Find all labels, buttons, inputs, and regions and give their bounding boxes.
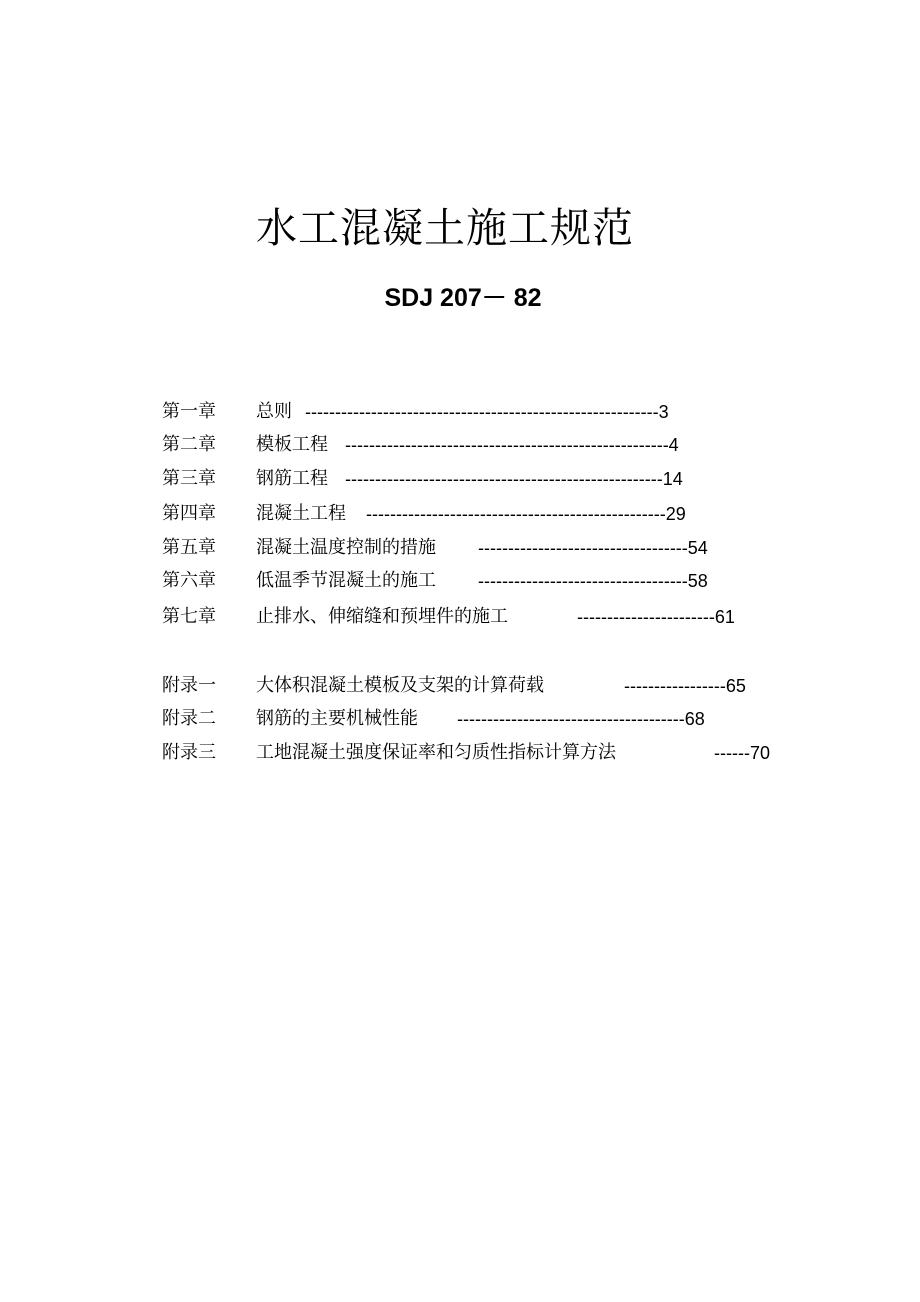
toc-page-leader: ------------------------------------------------------4	[345, 435, 679, 455]
toc-title: 工地混凝土强度保证率和匀质性指标计算方法	[256, 742, 616, 763]
toc-title: 模板工程	[256, 434, 328, 455]
toc-label: 第一章	[162, 401, 216, 422]
toc-title: 混凝土温度控制的措施	[256, 537, 436, 558]
document-code: SDJ 207－ 82	[384, 284, 542, 312]
toc-label: 附录三	[162, 742, 216, 763]
toc-label: 第六章	[162, 570, 216, 591]
toc-label: 第三章	[162, 468, 216, 489]
toc-page-leader: ------70	[714, 743, 770, 763]
toc-label: 附录二	[162, 708, 216, 729]
toc-page-leader: -----------------------------------------------------14	[345, 469, 683, 489]
toc-page-leader: -----------------------61	[577, 607, 735, 627]
toc-label: 第七章	[162, 606, 216, 627]
toc-title: 混凝土工程	[256, 503, 346, 524]
toc-title: 止排水、伸缩缝和预埋件的施工	[256, 606, 508, 627]
toc-label: 附录一	[162, 675, 216, 696]
toc-title: 大体积混凝土模板及支架的计算荷载	[256, 675, 544, 696]
toc-title: 总则	[256, 401, 292, 422]
toc-label: 第四章	[162, 503, 216, 524]
toc-label: 第五章	[162, 537, 216, 558]
toc-title: 钢筋工程	[256, 468, 328, 489]
toc-page-leader: -----------------------------------58	[478, 571, 708, 591]
toc-page-leader: --------------------------------------68	[457, 709, 705, 729]
toc-label: 第二章	[162, 434, 216, 455]
toc-title: 低温季节混凝土的施工	[256, 570, 436, 591]
toc-title: 钢筋的主要机械性能	[256, 708, 418, 729]
toc-page-leader: -----------------------------------54	[478, 538, 708, 558]
document-title: 水工混凝土施工规范	[256, 204, 634, 252]
toc-page-leader: --------------------------------------------------29	[366, 504, 686, 524]
toc-page-leader: -----------------65	[624, 676, 746, 696]
toc-page-leader: -----------------------------------------------------------3	[305, 402, 669, 422]
